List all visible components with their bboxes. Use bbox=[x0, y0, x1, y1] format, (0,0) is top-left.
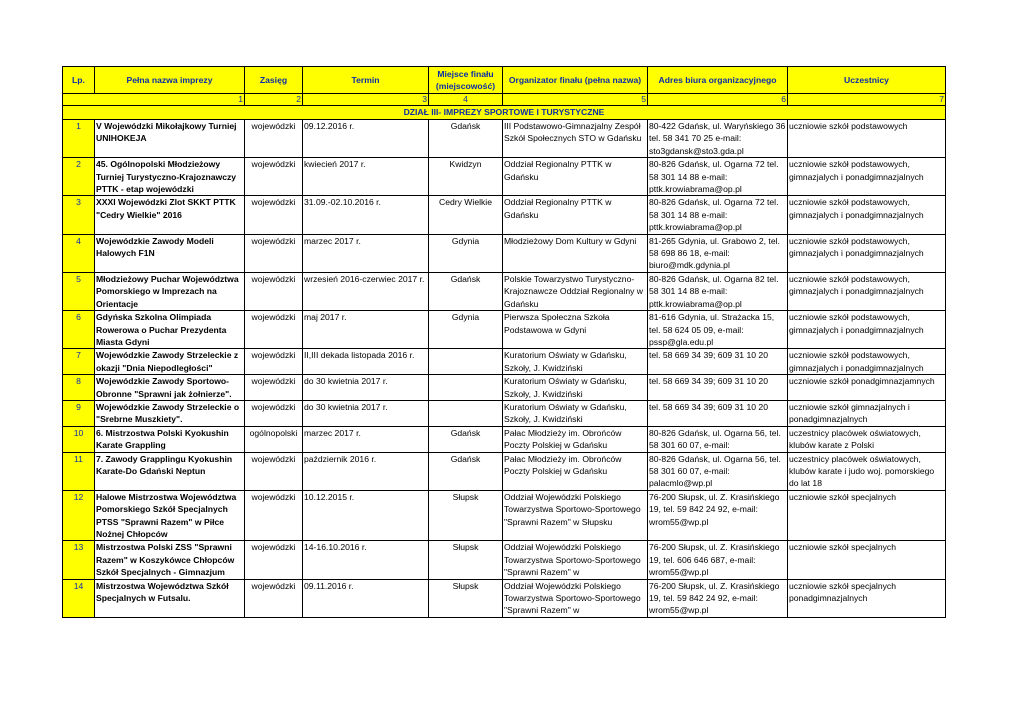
col-number: 3 bbox=[303, 94, 429, 106]
event-lp: 9 bbox=[63, 400, 95, 426]
table-row bbox=[63, 234, 946, 272]
event-place: Gdynia bbox=[429, 234, 503, 272]
event-scope: wojewódzki bbox=[245, 196, 303, 234]
event-date: marzec 2017 r. bbox=[303, 426, 429, 452]
event-organizer: Kuratorium Oświaty w Gdańsku, Szkoły, J. Kwidziński bbox=[503, 349, 648, 375]
event-participants: uczestnicy placówek oświatowych, klubów karate z Polski bbox=[788, 426, 946, 452]
event-lp: 2 bbox=[63, 158, 95, 196]
table-row bbox=[63, 490, 946, 541]
event-name: Młodzieżowy Puchar Województwa Pomorskiego w Imprezach na Orientacje bbox=[95, 272, 245, 310]
table-row bbox=[63, 541, 946, 579]
event-scope: wojewódzki bbox=[245, 120, 303, 158]
event-place: Słupsk bbox=[429, 541, 503, 579]
col-number: 2 bbox=[245, 94, 303, 106]
event-place bbox=[429, 375, 503, 401]
event-name: XXXI Wojewódzki Zlot SKKT PTTK "Cedry Wielkie" 2016 bbox=[95, 196, 245, 234]
event-address: 76-200 Słupsk, ul. Z. Krasińskiego 19, tel. 59 842 24 92, e-mail: wrom55@wp.pl bbox=[648, 579, 788, 617]
event-address: 81-616 Gdynia, ul. Strażacka 15, tel. 58 624 05 09, e-mail: pssp@gla.edu.pl bbox=[648, 311, 788, 349]
event-participants: uczestnicy placówek oświatowych, klubów karate i judo woj. pomorskiego do lat 18 bbox=[788, 452, 946, 490]
event-organizer: Pałac Młodzieży im. Obrońców Poczty Polskiej w Gdańsku bbox=[503, 426, 648, 452]
event-lp: 14 bbox=[63, 579, 95, 617]
event-address: 80-826 Gdańsk, ul. Ogarna 56, tel. 58 301 60 07, e-mail: palacmlo@wp.pl bbox=[648, 452, 788, 490]
event-name: 7. Zawody Grapplingu Kyokushin Karate-Do Gdański Neptun bbox=[95, 452, 245, 490]
event-lp: 1 bbox=[63, 120, 95, 158]
event-name: Wojewódzkie Zawody Strzeleckie z okazji "Dnia Niepodległości" bbox=[95, 349, 245, 375]
event-date: marzec 2017 r. bbox=[303, 234, 429, 272]
event-address: 80-826 Gdańsk, ul. Ogarna 72 tel. 58 301 14 88 e-mail: pttk.krowiabrama@op.pl bbox=[648, 158, 788, 196]
event-scope: ogólnopolski bbox=[245, 426, 303, 452]
event-place: Słupsk bbox=[429, 579, 503, 617]
event-date: 09.12.2016 r. bbox=[303, 120, 429, 158]
event-organizer: Oddział Wojewódzki Polskiego Towarzystwa Sportowo-Sportowego "Sprawni Razem" w bbox=[503, 579, 648, 617]
col-number: 4 bbox=[429, 94, 503, 106]
event-scope: wojewódzki bbox=[245, 158, 303, 196]
header-scope: Zasięg bbox=[245, 67, 303, 94]
event-participants: uczniowie szkół specjalnych ponadgimnazjalnych bbox=[788, 579, 946, 617]
column-number-row bbox=[63, 94, 946, 106]
header-lp: Lp. bbox=[63, 67, 95, 94]
event-place: Gdańsk bbox=[429, 426, 503, 452]
event-scope: wojewódzki bbox=[245, 452, 303, 490]
table-row bbox=[63, 272, 946, 310]
event-name: 45. Ogólnopolski Młodzieżowy Turniej Turystyczno-Krajoznawczy PTTK - etap wojewódzki bbox=[95, 158, 245, 196]
event-place: Gdańsk bbox=[429, 452, 503, 490]
event-scope: wojewódzki bbox=[245, 579, 303, 617]
event-lp: 11 bbox=[63, 452, 95, 490]
event-place bbox=[429, 400, 503, 426]
event-name: Wojewódzkie Zawody Strzeleckie o "Srebrne Muszkiety". bbox=[95, 400, 245, 426]
event-name: Wojewódzkie Zawody Sportowo-Obronne "Sprawni jak żołnierze". bbox=[95, 375, 245, 401]
events-table bbox=[62, 66, 946, 618]
table-row bbox=[63, 158, 946, 196]
event-organizer: Kuratorium Oświaty w Gdańsku, Szkoły, J. Kwidziński bbox=[503, 375, 648, 401]
event-date: 31.09.-02.10.2016 r. bbox=[303, 196, 429, 234]
event-lp: 5 bbox=[63, 272, 95, 310]
event-date: 10.12.2015 r. bbox=[303, 490, 429, 541]
event-name: Wojewódzkie Zawody Modeli Halowych F1N bbox=[95, 234, 245, 272]
event-name: Halowe Mistrzostwa Województwa Pomorskiego Szkół Specjalnych PTSS "Sprawni Razem" w Piłce Nożnej Chłopców bbox=[95, 490, 245, 541]
event-place: Gdańsk bbox=[429, 120, 503, 158]
event-name: Gdyńska Szkolna Olimpiada Rowerowa o Puchar Prezydenta Miasta Gdyni bbox=[95, 311, 245, 349]
event-scope: wojewódzki bbox=[245, 272, 303, 310]
event-name: Mistrzostwa Polski ZSS "Sprawni Razem" w Koszykówce Chłopców Szkół Specjalnych - Gimnazjum bbox=[95, 541, 245, 579]
event-name: 6. Mistrzostwa Polski Kyokushin Karate Grappling bbox=[95, 426, 245, 452]
event-address: 81-265 Gdynia, ul. Grabowo 2, tel. 58 698 86 18, e-mail: biuro@mdk.gdynia.pl bbox=[648, 234, 788, 272]
event-organizer: Pierwsza Społeczna Szkoła Podstawowa w Gdyni bbox=[503, 311, 648, 349]
event-name: Mistrzostwa Województwa Szkół Specjalnych w Futsalu. bbox=[95, 579, 245, 617]
table-row bbox=[63, 400, 946, 426]
event-organizer: Pałac Młodzieży im. Obrońców Poczty Polskiej w Gdańsku bbox=[503, 452, 648, 490]
event-lp: 3 bbox=[63, 196, 95, 234]
event-organizer: Oddział Regionalny PTTK w Gdańsku bbox=[503, 158, 648, 196]
event-organizer: Polskie Towarzystwo Turystyczno-Krajoznawcze Oddział Regionalny w Gdańsku bbox=[503, 272, 648, 310]
header-date: Termin bbox=[303, 67, 429, 94]
event-organizer: III Podstawowo-Gimnazjalny Zespół Szkół Społecznych STO w Gdańsku bbox=[503, 120, 648, 158]
event-address: tel. 58 669 34 39; 609 31 10 20 bbox=[648, 349, 788, 375]
event-participants: uczniowie szkół ponadgimnazjamnych bbox=[788, 375, 946, 401]
event-scope: wojewódzki bbox=[245, 400, 303, 426]
event-participants: uczniowie szkół podstawowych, gimnazjalych i ponadgimnazjalnych bbox=[788, 158, 946, 196]
event-lp: 13 bbox=[63, 541, 95, 579]
event-place: Kwidzyn bbox=[429, 158, 503, 196]
header-organizer: Organizator finału (pełna nazwa) bbox=[503, 67, 648, 94]
event-scope: wojewódzki bbox=[245, 234, 303, 272]
event-date: 09.11.2016 r. bbox=[303, 579, 429, 617]
header-place: Miejsce finału (miejscowość) bbox=[429, 67, 503, 94]
event-date: październik 2016 r. bbox=[303, 452, 429, 490]
event-date: do 30 kwietnia 2017 r. bbox=[303, 400, 429, 426]
event-organizer: Oddział Wojewódzki Polskiego Towarzystwa Sportowo-Sportowego "Sprawni Razem" w Słupsku bbox=[503, 490, 648, 541]
event-organizer: Kuratorium Oświaty w Gdańsku, Szkoły, J. Kwidziński bbox=[503, 400, 648, 426]
event-lp: 12 bbox=[63, 490, 95, 541]
event-place: Gdynia bbox=[429, 311, 503, 349]
event-organizer: Oddział Wojewódzki Polskiego Towarzystwa Sportowo-Sportowego "Sprawni Razem" w bbox=[503, 541, 648, 579]
event-participants: uczniowie szkół gimnazjalnych i ponadgimnazjalnych bbox=[788, 400, 946, 426]
event-participants: uczniowie szkół podstawowych, gimnazjalych i ponadgimnazjalnych bbox=[788, 311, 946, 349]
table-row bbox=[63, 426, 946, 452]
event-place: Słupsk bbox=[429, 490, 503, 541]
event-lp: 8 bbox=[63, 375, 95, 401]
table-row bbox=[63, 579, 946, 617]
event-organizer: Oddział Regionalny PTTK w Gdańsku bbox=[503, 196, 648, 234]
header-name: Pełna nazwa imprezy bbox=[95, 67, 245, 94]
event-address: tel. 58 669 34 39; 609 31 10 20 bbox=[648, 375, 788, 401]
event-organizer: Młodzieżowy Dom Kultury w Gdyni bbox=[503, 234, 648, 272]
event-participants: uczniowie szkół podstawowych bbox=[788, 120, 946, 158]
event-lp: 7 bbox=[63, 349, 95, 375]
event-place bbox=[429, 349, 503, 375]
event-scope: wojewódzki bbox=[245, 349, 303, 375]
table-row bbox=[63, 196, 946, 234]
event-participants: uczniowie szkół podstawowych, gimnazjalych i ponadgimnazjalnych bbox=[788, 349, 946, 375]
table-row bbox=[63, 311, 946, 349]
event-participants: uczniowie szkół podstawowych, gimnazjalych i ponadgimnazjalnych bbox=[788, 272, 946, 310]
table-row bbox=[63, 375, 946, 401]
event-participants: uczniowie szkół podstawowych, gimnazjalych i ponadgimnazjalnych bbox=[788, 196, 946, 234]
col-number: 1 bbox=[63, 94, 245, 106]
section-title: DZIAŁ III- IMPREZY SPORTOWE I TURYSTYCZNE bbox=[63, 106, 946, 120]
event-address: 80-826 Gdańsk, ul. Ogarna 82 tel. 58 301 14 88 e-mail: pttk.krowiabrama@op.pl bbox=[648, 272, 788, 310]
event-date: wrzesień 2016-czerwiec 2017 r. bbox=[303, 272, 429, 310]
table-row bbox=[63, 349, 946, 375]
table-row bbox=[63, 452, 946, 490]
event-participants: uczniowie szkół specjalnych bbox=[788, 490, 946, 541]
event-participants: uczniowie szkół podstawowych, gimnazjalych i ponadgimnazjalnych bbox=[788, 234, 946, 272]
event-date: kwiecień 2017 r. bbox=[303, 158, 429, 196]
event-lp: 10 bbox=[63, 426, 95, 452]
event-address: 76-200 Słupsk, ul. Z. Krasińskiego 19, tel. 606 646 687, e-mail: wrom55@wp.pl bbox=[648, 541, 788, 579]
event-scope: wojewódzki bbox=[245, 375, 303, 401]
event-lp: 6 bbox=[63, 311, 95, 349]
event-scope: wojewódzki bbox=[245, 541, 303, 579]
event-date: 14-16.10.2016 r. bbox=[303, 541, 429, 579]
table-row bbox=[63, 120, 946, 158]
event-lp: 4 bbox=[63, 234, 95, 272]
event-date: II,III dekada listopada 2016 r. bbox=[303, 349, 429, 375]
col-number: 7 bbox=[788, 94, 946, 106]
event-address: 80-422 Gdańsk, ul. Waryńskiego 36 tel. 58 341 70 25 e-mail: sto3gdansk@sto3.gda.pl bbox=[648, 120, 788, 158]
event-address: 80-826 Gdańsk, ul. Ogarna 72 tel. 58 301 14 88 e-mail: pttk.krowiabrama@op.pl bbox=[648, 196, 788, 234]
col-number: 5 bbox=[503, 94, 648, 106]
event-address: tel. 58 669 34 39; 609 31 10 20 bbox=[648, 400, 788, 426]
event-date: do 30 kwietnia 2017 r. bbox=[303, 375, 429, 401]
event-place: Gdańsk bbox=[429, 272, 503, 310]
event-address: 80-826 Gdańsk, ul. Ogarna 56, tel. 58 301 60 07, e-mail: bbox=[648, 426, 788, 452]
event-address: 76-200 Słupsk, ul. Z. Krasińskiego 19, tel. 59 842 24 92, e-mail: wrom55@wp.pl bbox=[648, 490, 788, 541]
header-row bbox=[63, 67, 946, 94]
event-participants: uczniowie szkół specjalnych bbox=[788, 541, 946, 579]
header-participants: Uczestnicy bbox=[788, 67, 946, 94]
event-name: V Wojewódzki Mikołajkowy Turniej UNIHOKEJA bbox=[95, 120, 245, 158]
col-number: 6 bbox=[648, 94, 788, 106]
header-address: Adres biura organizacyjnego bbox=[648, 67, 788, 94]
event-place: Cedry Wielkie bbox=[429, 196, 503, 234]
section-row bbox=[63, 106, 946, 120]
event-scope: wojewódzki bbox=[245, 490, 303, 541]
event-date: maj 2017 r. bbox=[303, 311, 429, 349]
event-scope: wojewódzki bbox=[245, 311, 303, 349]
